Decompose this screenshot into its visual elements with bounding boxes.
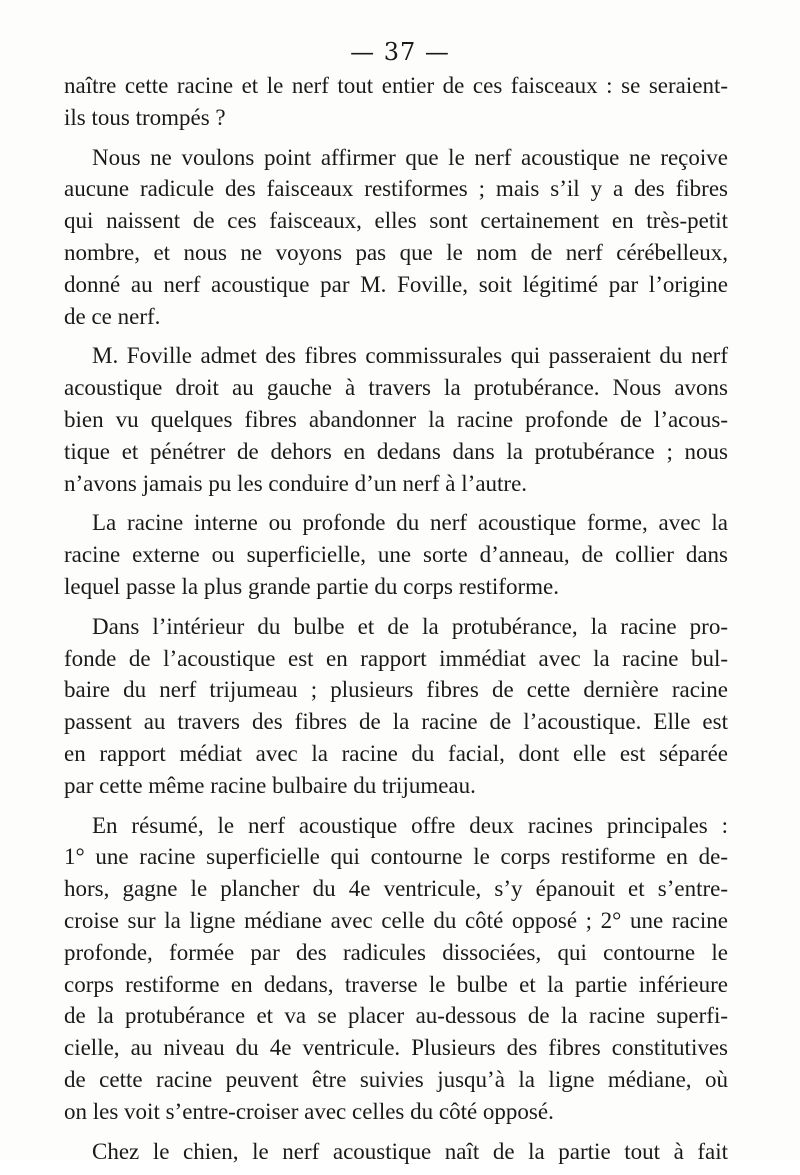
text-line: de la protubérance et va se placer au-dessous de la racine superfi- xyxy=(64,1003,728,1029)
text-line: n’avons jamais pu les conduire d’un nerf à l’autre. xyxy=(64,470,528,496)
text-line: par cette même racine bulbaire du trijumeau. xyxy=(64,772,476,798)
text-line: acoustique droit au gauche à travers la protubérance. Nous avons xyxy=(64,375,728,401)
body-text xyxy=(64,70,728,1175)
text-line: croise sur la ligne médiane avec celle du côté opposé ; 2° une racine xyxy=(64,907,728,933)
paragraph-1 xyxy=(64,70,728,134)
paragraph-2 xyxy=(64,142,728,333)
text-line: naître cette racine et le nerf tout entier de ces faisceaux : se seraient- xyxy=(64,73,728,98)
text-line: passent au travers des fibres de la racine de l’acoustique. Elle est xyxy=(64,709,728,735)
text-line: lequel passe la plus grande partie du corps restiforme. xyxy=(64,573,559,599)
text-line: de cette racine peuvent être suivies jusqu’à la ligne médiane, où xyxy=(64,1066,728,1092)
text-line: M. Foville admet des fibres commissurales qui passeraient du nerf xyxy=(92,343,728,369)
text-line: baire du nerf trijumeau ; plusieurs fibres de cette dernière racine xyxy=(64,677,728,703)
text-line: on les voit s’entre-croiser avec celles du côté opposé. xyxy=(64,1098,554,1124)
text-line: 1° une racine superficielle qui contourne le corps restiforme en de- xyxy=(64,844,728,870)
text-line: ils tous trompés ? xyxy=(64,104,226,130)
paragraph-3 xyxy=(64,340,728,499)
text-line: Nous ne voulons point affirmer que le nerf acoustique ne reçoive xyxy=(92,144,728,170)
text-line: profonde, formée par des radicules dissociées, qui contourne le xyxy=(64,939,728,965)
text-line: fonde de l’acoustique est en rapport immédiat avec la racine bul- xyxy=(64,645,728,671)
paragraph-5 xyxy=(64,611,728,802)
page-number: — 37 — xyxy=(350,38,450,66)
paragraph-4 xyxy=(64,507,728,602)
text-line: Dans l’intérieur du bulbe et de la protubérance, la racine pro- xyxy=(92,613,728,639)
text-line: aucune radicule des faisceaux restiformes ; mais s’il y a des fibres xyxy=(64,176,728,202)
text-line: qui naissent de ces faisceaux, elles sont certainement en très-petit xyxy=(64,208,728,234)
text-line: hors, gagne le plancher du 4e ventricule, s’y épanouit et s’entre- xyxy=(64,876,728,902)
text-line: La racine interne ou profonde du nerf acoustique forme, avec la xyxy=(92,510,728,536)
text-line: corps restiforme en dedans, traverse le bulbe et la partie inférieure xyxy=(64,971,728,997)
text-line: Chez le chien, le nerf acoustique naît de la partie tout à fait xyxy=(92,1138,728,1164)
text-line: racine externe ou superficielle, une sorte d’anneau, de collier dans xyxy=(64,542,728,568)
text-line: En résumé, le nerf acoustique offre deux racines principales : xyxy=(92,812,728,838)
text-line: de ce nerf. xyxy=(64,303,161,329)
text-line: cielle, au niveau du 4e ventricule. Plusieurs des fibres constitutives xyxy=(64,1035,728,1061)
text-line: tique et pénétrer de dehors en dedans dans la protubérance ; nous xyxy=(64,438,728,464)
text-line: bien vu quelques fibres abandonner la racine profonde de l’acous- xyxy=(64,406,728,432)
text-line: donné au nerf acoustique par M. Foville, soit légitimé par l’origine xyxy=(64,271,728,297)
paragraph-6 xyxy=(64,810,728,1128)
text-line: nombre, et nous ne voyons pas que le nom de nerf cérébelleux, xyxy=(64,239,728,265)
paragraph-7 xyxy=(64,1136,728,1168)
text-line: en rapport médiat avec la racine du facial, dont elle est séparée xyxy=(64,740,728,766)
